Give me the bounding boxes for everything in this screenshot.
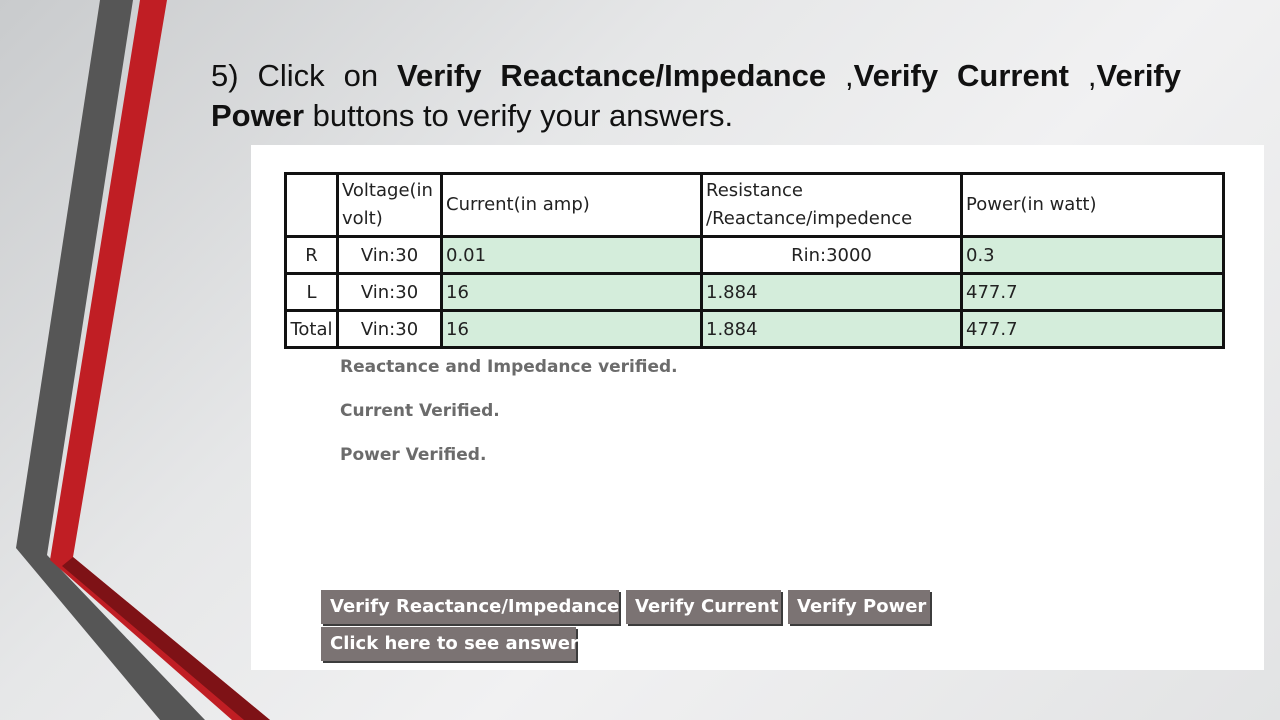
see-answer-button[interactable]: Click here to see answer	[321, 627, 576, 661]
power-input[interactable]: 477.7	[962, 274, 1224, 311]
row-label: L	[286, 274, 338, 311]
voltage-cell: Vin:30	[338, 311, 442, 348]
impedance-input[interactable]: 1.884	[702, 311, 962, 348]
current-verified-message: Current Verified.	[340, 401, 500, 421]
resistance-cell: Rin:3000	[702, 237, 962, 274]
power-input[interactable]: 477.7	[962, 311, 1224, 348]
instruction-bold-power: Verify Power	[211, 58, 1181, 133]
verify-reactance-button[interactable]: Verify Reactance/Impedance	[321, 590, 619, 624]
table-header-row	[286, 174, 1224, 237]
instruction-bold-reactance: Verify Reactance/Impedance	[397, 58, 827, 93]
voltage-cell: Vin:30	[338, 274, 442, 311]
verify-power-button[interactable]: Verify Power	[788, 590, 930, 624]
power-verified-message: Power Verified.	[340, 445, 487, 465]
simulator-screenshot	[251, 145, 1264, 670]
row-label: Total	[286, 311, 338, 348]
header-voltage: Voltage(in volt)	[338, 174, 442, 237]
header-current: Current(in amp)	[442, 174, 702, 237]
reactance-input[interactable]: 1.884	[702, 274, 962, 311]
results-table	[284, 172, 1225, 349]
header-power: Power(in watt)	[962, 174, 1224, 237]
instruction-bold-current: Verify Current	[853, 58, 1069, 93]
table-row	[286, 237, 1224, 274]
current-input[interactable]: 16	[442, 311, 702, 348]
header-empty	[286, 174, 338, 237]
instruction-text: 5) Click on Verify Reactance/Impedance ,Verify Current ,Verify Power buttons to verify your answers.	[211, 58, 1181, 133]
voltage-cell: Vin:30	[338, 237, 442, 274]
table-row	[286, 311, 1224, 348]
current-input[interactable]: 0.01	[442, 237, 702, 274]
row-label: R	[286, 237, 338, 274]
power-input[interactable]: 0.3	[962, 237, 1224, 274]
reactance-verified-message: Reactance and Impedance verified.	[340, 357, 678, 377]
verify-current-button[interactable]: Verify Current	[626, 590, 781, 624]
current-input[interactable]: 16	[442, 274, 702, 311]
table-row	[286, 274, 1224, 311]
header-resistance: Resistance /Reactance/impedence	[702, 174, 962, 237]
